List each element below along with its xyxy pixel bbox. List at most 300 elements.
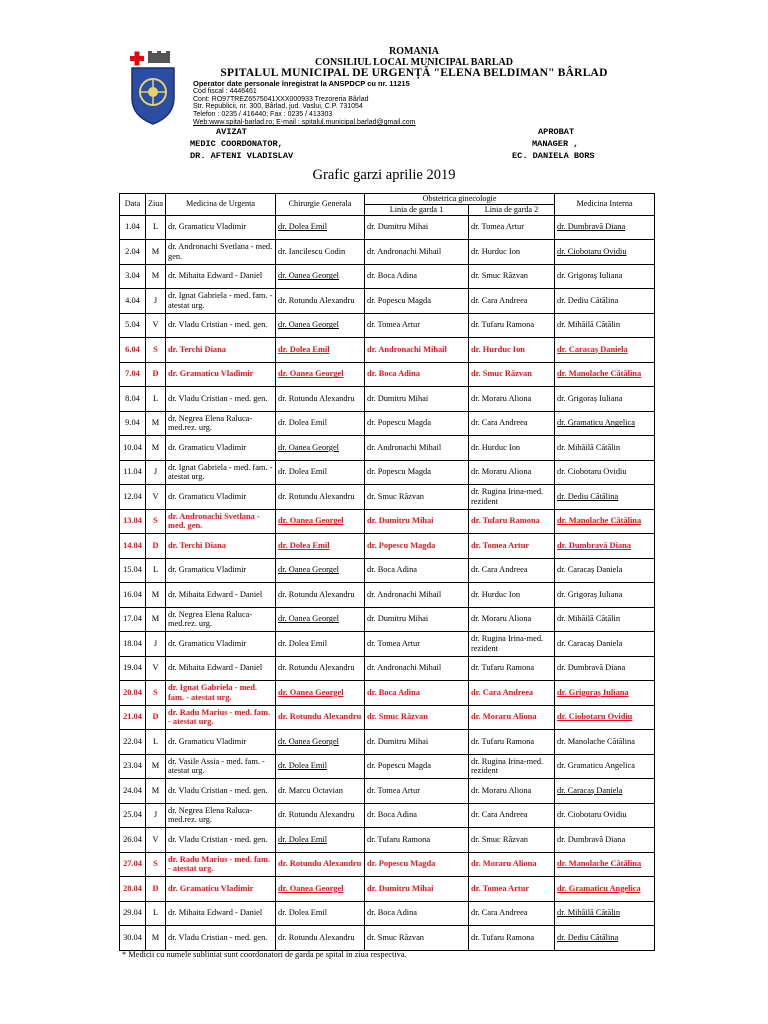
obstetrics-line2-cell: [469, 754, 555, 779]
obstetrics-line1-cell-text: dr. Dumitru Mihai: [367, 516, 434, 526]
date-cell: [120, 387, 146, 412]
surgery-cell: [276, 607, 365, 632]
emergency-cell-text: dr. Ignat Gabriela - med. fam. - atestat urg.: [168, 291, 273, 310]
obstetrics-line2-cell: [469, 607, 555, 632]
emergency-cell-text: dr. Gramaticu Vladimir: [168, 442, 247, 452]
hospital-logo: [126, 50, 180, 128]
date-cell-text: 18.04: [123, 638, 142, 648]
obstetrics-line2-cell: [469, 656, 555, 681]
obstetrics-line2-cell: [469, 779, 555, 804]
header-row-1: [120, 194, 655, 205]
table-row: [120, 509, 655, 534]
obstetrics-line2-cell-text: dr. Moraru Aliona: [471, 393, 532, 403]
table-row: [120, 803, 655, 828]
surgery-cell-text: dr. Dolea Emil: [278, 418, 328, 428]
header-council: CONSILIUL LOCAL MUNICIPAL BARLAD: [315, 57, 513, 68]
day-cell: [146, 411, 166, 436]
emergency-cell: [166, 828, 276, 853]
surgery-cell: [276, 338, 365, 363]
day-cell-text: M: [151, 785, 160, 795]
day-cell-text: S: [153, 859, 158, 869]
obstetrics-line1-cell: [365, 877, 469, 902]
surgery-cell: [276, 901, 365, 926]
internal-cell: [555, 338, 655, 363]
obstetrics-line2-cell: [469, 289, 555, 314]
obstetrics-line1-cell: [365, 828, 469, 853]
obstetrics-line2-cell-text: dr. Rugina Irina-med. rezident: [471, 756, 544, 776]
day-cell-text: L: [152, 393, 159, 403]
col-header-surgery: Chirurgie Generala: [276, 194, 365, 216]
table-row: [120, 460, 655, 485]
internal-cell-text: dr. Dediu Cătălina: [557, 932, 619, 942]
obstetrics-line1-cell: [365, 852, 469, 877]
day-cell-text: D: [152, 369, 159, 379]
obstetrics-line1-cell: [365, 681, 469, 706]
day-cell: [146, 828, 166, 853]
table-row: [120, 264, 655, 289]
day-cell-text: V: [152, 320, 159, 330]
surgery-cell-text: dr. Oanea Georgel: [278, 883, 344, 893]
obstetrics-line2-cell-text: dr. Hurduc Ion: [471, 589, 521, 599]
obstetrics-line1-cell: [365, 411, 469, 436]
table-row: [120, 901, 655, 926]
date-cell: [120, 558, 146, 583]
internal-cell-text: dr. Dumbravă Diana: [557, 834, 626, 844]
emergency-cell: [166, 362, 276, 387]
obstetrics-line2-cell-text: dr. Cara Andreea: [471, 295, 528, 305]
operator-line: Operator date personale înregistrat la ANSPDCP cu nr. 11215: [193, 79, 410, 88]
obstetrics-line1-cell: [365, 754, 469, 779]
surgery-cell-text: dr. Oanea Georgel: [278, 516, 344, 526]
obstetrics-line1-cell: [365, 485, 469, 510]
day-cell-text: V: [152, 491, 159, 501]
obstetrics-line1-cell: [365, 632, 469, 657]
obstetrics-line1-cell: [365, 558, 469, 583]
col-header-obstetrics: Obstetrica ginecologie: [365, 194, 555, 205]
obstetrics-line1-cell-text: dr. Boca Adina: [367, 369, 420, 379]
emergency-cell: [166, 656, 276, 681]
day-cell-text: L: [152, 565, 159, 575]
internal-cell-text: dr. Grigoraș Iuliana: [557, 271, 623, 281]
obstetrics-line1-cell: [365, 289, 469, 314]
day-cell-text: M: [151, 761, 160, 771]
obstetrics-line2-cell-text: dr. Cara Andreea: [471, 565, 528, 575]
day-cell: [146, 387, 166, 412]
surgery-cell: [276, 362, 365, 387]
phone-fax: Telefon : 0235 / 416440; Fax : 0235 / 413303: [193, 111, 333, 119]
internal-cell: [555, 656, 655, 681]
date-cell-text: 16.04: [123, 589, 142, 599]
obstetrics-line2-cell: [469, 485, 555, 510]
internal-cell: [555, 436, 655, 461]
day-cell-text: J: [153, 638, 158, 648]
surgery-cell-text: dr. Rotundu Alexandru: [278, 859, 362, 869]
internal-cell-text: dr. Dediu Cătălina: [557, 491, 619, 501]
emergency-cell: [166, 901, 276, 926]
obstetrics-line1-cell: [365, 534, 469, 559]
obstetrics-line2-cell-text: dr. Tufaru Ramona: [471, 516, 540, 526]
surgery-cell: [276, 289, 365, 314]
day-cell: [146, 754, 166, 779]
header-hospital: SPITALUL MUNICIPAL DE URGENȚĂ "ELENA BELDIMAN" BÂRLAD: [220, 67, 608, 79]
date-cell: [120, 485, 146, 510]
internal-cell-text: dr. Caracaș Daniela: [557, 638, 623, 648]
obstetrics-line2-cell: [469, 362, 555, 387]
date-cell-text: 24.04: [123, 785, 142, 795]
day-cell: [146, 215, 166, 240]
obstetrics-line2-cell-text: dr. Tufaru Ramona: [471, 320, 535, 330]
date-cell: [120, 215, 146, 240]
day-cell: [146, 877, 166, 902]
obstetrics-line1-cell: [365, 264, 469, 289]
date-cell: [120, 803, 146, 828]
obstetrics-line2-cell: [469, 926, 555, 951]
date-cell: [120, 779, 146, 804]
obstetrics-line2-cell-text: dr. Tomea Artur: [471, 540, 530, 550]
obstetrics-line2-cell: [469, 901, 555, 926]
day-cell-text: M: [151, 589, 160, 599]
emergency-cell-text: dr. Negrea Elena Raluca-med.rez. urg.: [168, 609, 253, 629]
internal-cell: [555, 362, 655, 387]
surgery-cell: [276, 240, 365, 265]
day-cell: [146, 509, 166, 534]
table-row: [120, 240, 655, 265]
day-cell: [146, 338, 166, 363]
obstetrics-line1-cell-text: dr. Boca Adina: [367, 908, 418, 918]
emergency-cell-text: dr. Mihaita Edward - Daniel: [168, 589, 263, 599]
table-row: [120, 632, 655, 657]
internal-cell: [555, 705, 655, 730]
day-cell-text: D: [152, 883, 159, 893]
internal-cell-text: dr. Ciobotaru Ovidiu: [557, 467, 627, 477]
obstetrics-line1-cell-text: dr. Smuc Răzvan: [367, 712, 428, 722]
date-cell: [120, 436, 146, 461]
obstetrics-line2-cell-text: dr. Cara Andreea: [471, 810, 528, 820]
obstetrics-line2-cell-text: dr. Hurduc Ion: [471, 442, 521, 452]
date-cell: [120, 754, 146, 779]
obstetrics-line1-cell-text: dr. Dumitru Mihai: [367, 393, 429, 403]
internal-cell-text: dr. Mihăilă Cătălin: [557, 320, 621, 330]
day-cell: [146, 779, 166, 804]
date-cell: [120, 877, 146, 902]
obstetrics-line2-cell-text: dr. Tufaru Ramona: [471, 663, 535, 673]
emergency-cell-text: dr. Gramaticu Vladimir: [168, 369, 254, 379]
obstetrics-line1-cell: [365, 436, 469, 461]
emergency-cell-text: dr. Gramaticu Vladimir: [168, 565, 247, 575]
obstetrics-line1-cell-text: dr. Dumitru Mihai: [367, 736, 429, 746]
internal-cell-text: dr. Ciobotaru Ovidiu: [557, 810, 627, 820]
obstetrics-line2-cell-text: dr. Moraru Aliona: [471, 614, 532, 624]
obstetrics-line2-cell: [469, 730, 555, 755]
obstetrics-line1-cell-text: dr. Dumitru Mihai: [367, 222, 429, 232]
date-cell-text: 23.04: [123, 761, 142, 771]
surgery-cell-text: dr. Dolea Emil: [278, 540, 330, 550]
internal-cell-text: dr. Dumbravă Diana: [557, 663, 626, 673]
surgery-cell-text: dr. Marcu Octavian: [278, 785, 343, 795]
surgery-cell: [276, 460, 365, 485]
obstetrics-line2-cell-text: dr. Smuc Răzvan: [471, 834, 528, 844]
surgery-cell: [276, 877, 365, 902]
emergency-cell-text: dr. Mihaita Edward - Daniel: [168, 271, 263, 281]
emergency-cell-text: dr. Vasile Assia - med. fam. - atestat urg.: [168, 756, 265, 776]
date-cell: [120, 681, 146, 706]
day-cell-text: J: [153, 810, 158, 820]
internal-cell: [555, 607, 655, 632]
internal-cell: [555, 901, 655, 926]
emergency-cell: [166, 411, 276, 436]
emergency-cell-text: dr. Negrea Elena Raluca-med.rez. urg.: [168, 413, 253, 433]
table-row: [120, 730, 655, 755]
day-cell: [146, 681, 166, 706]
date-cell: [120, 362, 146, 387]
obstetrics-line1-cell-text: dr. Andronachi Mihail: [367, 246, 442, 256]
surgery-cell-text: dr. Oanea Georgel: [278, 614, 340, 624]
date-cell: [120, 656, 146, 681]
day-cell-text: V: [152, 663, 159, 673]
obstetrics-line2-cell-text: dr. Moraru Aliona: [471, 467, 532, 477]
internal-cell: [555, 852, 655, 877]
internal-cell-text: dr. Grigoraș Iuliana: [557, 393, 623, 403]
obstetrics-line2-cell-text: dr. Hurduc Ion: [471, 246, 521, 256]
emergency-cell: [166, 460, 276, 485]
obstetrics-line1-cell: [365, 926, 469, 951]
emergency-cell-text: dr. Ignat Gabriela - med. fam. - atestat urg.: [168, 683, 258, 702]
date-cell-text: 1.04: [125, 222, 140, 232]
emergency-cell-text: dr. Gramaticu Vladimir: [168, 222, 247, 232]
obstetrics-line1-cell-text: dr. Popescu Magda: [367, 295, 431, 305]
internal-cell: [555, 240, 655, 265]
day-cell-text: M: [151, 442, 160, 452]
emergency-cell: [166, 926, 276, 951]
emergency-cell-text: dr. Andronachi Svetlana - med. gen.: [168, 242, 273, 261]
table-row: [120, 289, 655, 314]
date-cell-text: 29.04: [123, 908, 142, 918]
surgery-cell-text: dr. Oanea Georgel: [278, 320, 340, 330]
internal-cell: [555, 289, 655, 314]
obstetrics-line1-cell: [365, 240, 469, 265]
date-cell: [120, 338, 146, 363]
surgery-cell: [276, 436, 365, 461]
obstetrics-line1-cell-text: dr. Popescu Magda: [367, 859, 436, 869]
surgery-cell-text: dr. Dolea Emil: [278, 761, 328, 771]
emergency-cell: [166, 852, 276, 877]
emergency-cell: [166, 754, 276, 779]
date-cell-text: 19.04: [123, 663, 142, 673]
obstetrics-line2-cell: [469, 852, 555, 877]
date-cell-text: 11.04: [123, 467, 142, 477]
obstetrics-line1-cell-text: dr. Smuc Răzvan: [367, 491, 424, 501]
obstetrics-line1-cell: [365, 460, 469, 485]
obstetrics-line2-cell-text: dr. Moraru Aliona: [471, 859, 537, 869]
day-cell: [146, 436, 166, 461]
date-cell-text: 26.04: [123, 834, 142, 844]
day-cell: [146, 607, 166, 632]
web-email: Web:www.spital-barlad.ro; E-mail : spitalul.municipal.barlad@gmail.com: [193, 118, 416, 126]
internal-cell-text: dr. Ciobotaru Ovidiu: [557, 246, 627, 256]
internal-cell-text: dr. Dumbravă Diana: [557, 222, 626, 232]
obstetrics-line1-cell: [365, 509, 469, 534]
day-cell: [146, 240, 166, 265]
obstetrics-line2-cell-text: dr. Moraru Aliona: [471, 712, 537, 722]
fiscal-code: Cod fiscal : 4446461: [193, 87, 257, 95]
obstetrics-line1-cell-text: dr. Smuc Răzvan: [367, 932, 424, 942]
day-cell-text: L: [152, 736, 159, 746]
internal-cell: [555, 509, 655, 534]
date-cell-text: 20.04: [123, 687, 142, 697]
internal-cell: [555, 558, 655, 583]
emergency-cell: [166, 240, 276, 265]
date-cell: [120, 828, 146, 853]
day-cell: [146, 264, 166, 289]
obstetrics-line2-cell-text: dr. Hurduc Ion: [471, 344, 525, 354]
internal-cell: [555, 387, 655, 412]
obstetrics-line2-cell: [469, 705, 555, 730]
surgery-cell-text: dr. Oanea Georgel: [278, 369, 344, 379]
obstetrics-line2-cell-text: dr. Cara Andreea: [471, 908, 528, 918]
internal-cell: [555, 485, 655, 510]
internal-cell: [555, 877, 655, 902]
footnote: * Medicii cu numele subliniat sunt coordonatori de garda pe spital in ziua respectiva.: [122, 950, 407, 959]
obstetrics-line1-cell-text: dr. Dumitru Mihai: [367, 614, 429, 624]
internal-cell-text: dr. Gramaticu Angelica: [557, 883, 641, 893]
obstetrics-line1-cell-text: dr. Popescu Magda: [367, 418, 431, 428]
obstetrics-line2-cell-text: dr. Tufaru Ramona: [471, 736, 535, 746]
obstetrics-line1-cell: [365, 779, 469, 804]
obstetrics-line2-cell: [469, 240, 555, 265]
obstetrics-line2-cell-text: dr. Tomea Artur: [471, 883, 530, 893]
obstetrics-line2-cell: [469, 583, 555, 608]
date-cell: [120, 632, 146, 657]
surgery-cell-text: dr. Oanea Georgel: [278, 687, 344, 697]
table-row: [120, 215, 655, 240]
col-header-date: Data: [120, 194, 146, 216]
obstetrics-line1-cell: [365, 901, 469, 926]
obstetrics-line2-cell: [469, 803, 555, 828]
emergency-cell-text: dr. Gramaticu Vladimir: [168, 736, 247, 746]
obstetrics-line1-cell-text: dr. Andronachi Mihail: [367, 663, 442, 673]
day-cell: [146, 901, 166, 926]
internal-cell-text: dr. Dumbravă Diana: [557, 540, 631, 550]
emergency-cell-text: dr. Terchi Diana: [168, 540, 226, 550]
day-cell-text: M: [151, 932, 160, 942]
day-cell: [146, 852, 166, 877]
surgery-cell: [276, 730, 365, 755]
surgery-cell: [276, 754, 365, 779]
obstetrics-line1-cell-text: dr. Boca Adina: [367, 687, 420, 697]
obstetrics-line1-cell: [365, 730, 469, 755]
obstetrics-line2-cell: [469, 509, 555, 534]
col-header-emergency: Medicina de Urgenta: [166, 194, 276, 216]
emergency-cell-text: dr. Andronachi Svetlana - med. gen.: [168, 511, 260, 531]
surgery-cell-text: dr. Rotundu Alexandru: [278, 712, 362, 722]
date-cell-text: 9.04: [125, 418, 140, 428]
aprobat-label: APROBAT: [538, 127, 575, 137]
surgery-cell-text: dr. Oanea Georgel: [278, 442, 340, 452]
internal-cell-text: dr. Manolache Cătălina: [557, 736, 635, 746]
surgery-cell-text: dr. Rotundu Alexandru: [278, 589, 355, 599]
internal-cell: [555, 264, 655, 289]
obstetrics-line1-cell-text: dr. Andronachi Mihail: [367, 344, 447, 354]
surgery-cell: [276, 558, 365, 583]
surgery-cell-text: dr. Dolea Emil: [278, 638, 328, 648]
date-cell-text: 12.04: [123, 491, 142, 501]
surgery-cell: [276, 583, 365, 608]
obstetrics-line2-cell: [469, 681, 555, 706]
internal-cell: [555, 411, 655, 436]
obstetrics-line1-cell-text: dr. Boca Adina: [367, 271, 418, 281]
date-cell: [120, 730, 146, 755]
surgery-cell: [276, 803, 365, 828]
obstetrics-line2-cell-text: dr. Cara Andreea: [471, 687, 534, 697]
emergency-cell-text: dr. Negrea Elena Raluca-med.rez. urg.: [168, 805, 253, 825]
col-header-line1: Linia de garda 1: [365, 204, 469, 215]
col-header-internal: Medicina Interna: [555, 194, 655, 216]
internal-cell: [555, 632, 655, 657]
table-row: [120, 583, 655, 608]
surgery-cell-text: dr. Rotundu Alexandru: [278, 491, 355, 501]
obstetrics-line2-cell-text: dr. Smuc Răzvan: [471, 369, 532, 379]
day-cell-text: D: [152, 540, 159, 550]
obstetrics-line2-cell: [469, 632, 555, 657]
aprobat-name: EC. DANIELA BORS: [512, 151, 595, 161]
obstetrics-line1-cell-text: dr. Tomea Artur: [367, 638, 420, 648]
surgery-cell: [276, 215, 365, 240]
surgery-cell: [276, 632, 365, 657]
day-cell: [146, 289, 166, 314]
table-row: [120, 485, 655, 510]
internal-cell-text: dr. Mihăilă Cătălin: [557, 614, 621, 624]
obstetrics-line2-cell: [469, 828, 555, 853]
surgery-cell: [276, 313, 365, 338]
date-cell-text: 27.04: [123, 859, 142, 869]
surgery-cell-text: dr. Dolea Emil: [278, 467, 328, 477]
table-row: [120, 338, 655, 363]
day-cell: [146, 926, 166, 951]
internal-cell-text: dr. Grigoraș Iuliana: [557, 589, 623, 599]
avizat-name: DR. AFTENI VLADISLAV: [190, 151, 294, 161]
emergency-cell-text: dr. Gramaticu Vladimir: [168, 638, 247, 648]
internal-cell-text: dr. Caracaș Daniela: [557, 565, 623, 575]
obstetrics-line2-cell: [469, 877, 555, 902]
internal-cell: [555, 754, 655, 779]
day-cell-text: M: [151, 246, 160, 256]
avizat-label: AVIZAT: [216, 127, 247, 137]
date-cell-text: 5.04: [125, 320, 140, 330]
day-cell: [146, 705, 166, 730]
date-cell-text: 17.04: [123, 614, 142, 624]
obstetrics-line2-cell: [469, 215, 555, 240]
obstetrics-line1-cell-text: dr. Andronachi Mihail: [367, 442, 442, 452]
emergency-cell-text: dr. Terchi Diana: [168, 344, 226, 354]
emergency-cell: [166, 558, 276, 583]
date-cell-text: 28.04: [123, 883, 142, 893]
col-header-line2: Linia de garda 2: [469, 204, 555, 215]
date-cell-text: 25.04: [123, 810, 142, 820]
emergency-cell: [166, 509, 276, 534]
surgery-cell-text: dr. Dolea Emil: [278, 222, 328, 232]
emergency-cell: [166, 607, 276, 632]
date-cell-text: 15.04: [123, 565, 142, 575]
emergency-cell: [166, 313, 276, 338]
day-cell: [146, 460, 166, 485]
internal-cell: [555, 583, 655, 608]
surgery-cell: [276, 681, 365, 706]
emergency-cell: [166, 289, 276, 314]
obstetrics-line1-cell: [365, 583, 469, 608]
emergency-cell-text: dr. Vladu Cristian - med. gen.: [168, 932, 268, 942]
approval-left: [190, 126, 293, 162]
obstetrics-line2-cell: [469, 338, 555, 363]
